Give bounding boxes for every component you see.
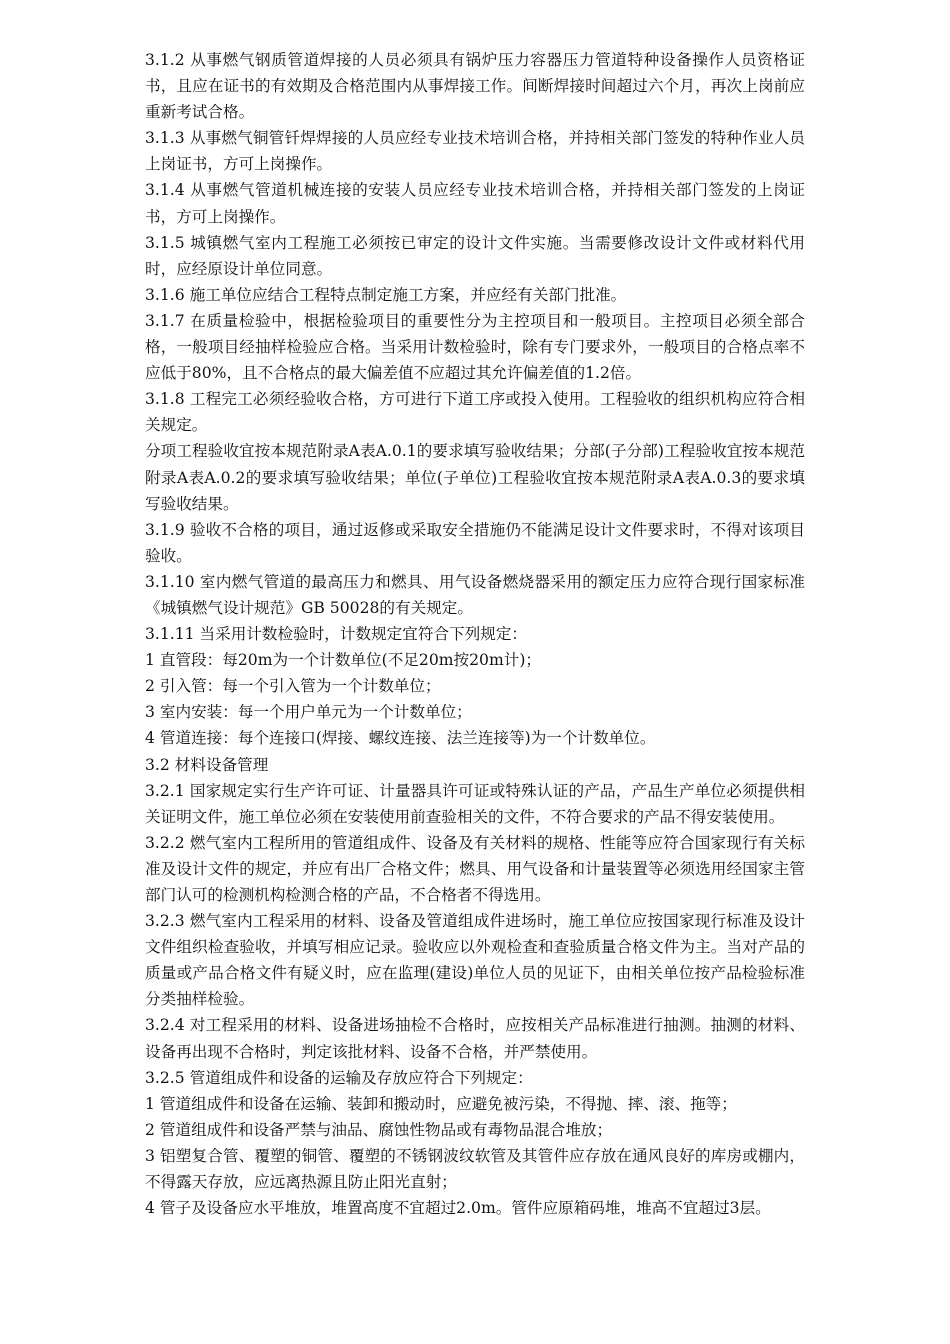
clause-3-1-3: 3.1.3 从事燃气铜管钎焊焊接的人员应经专业技术培训合格，并持相关部门签发的特种作业人员上岗证书，方可上岗操作。 xyxy=(145,129,805,174)
clause-3-1-9: 3.1.9 验收不合格的项目，通过返修或采取安全措施仍不能满足设计文件要求时，不得对该项目验收。 xyxy=(145,520,805,565)
clause-3-1-7: 3.1.7 在质量检验中，根据检验项目的重要性分为主控项目和一般项目。主控项目必须全部合格，一般项目经抽样检验应合格。当采用计数检验时，除有专门要求外，一般项目的合格点率不应低于80%，且不合格点的最大偏差值不应超过其允许偏差值的1.2倍。 xyxy=(145,311,805,383)
clause-3-1-10: 3.1.10 室内燃气管道的最高压力和燃具、用气设备燃烧器采用的额定压力应符合现行国家标准《城镇燃气设计规范》GB 50028的有关规定。 xyxy=(145,572,805,617)
clause-3-2-5: 3.2.5 管道组成件和设备的运输及存放应符合下列规定： xyxy=(145,1068,533,1087)
clause-3-2-3: 3.2.3 燃气室内工程采用的材料、设备及管道组成件进场时，施工单位应按国家现行标准及设计文件组织检查验收，并填写相应记录。验收应以外观检查和查验质量合格文件为主。当对产品的质量或产品合格文件有疑义时，应在监理(建设)单位人员的见证下，由相关单位按产品检验标准分类抽样检验。 xyxy=(145,912,805,1009)
document-page xyxy=(145,47,805,1221)
clause-3-1-8: 3.1.8 工程完工必须经验收合格，方可进行下道工序或投入使用。工程验收的组织机构应符合相关规定。 xyxy=(145,390,805,435)
clause-3-2-4: 3.2.4 对工程采用的材料、设备进场抽检不合格时，应按相关产品标准进行抽测。抽测的材料、设备再出现不合格时，判定该批材料、设备不合格，并严禁使用。 xyxy=(145,1016,805,1061)
clause-3-1-5: 3.1.5 城镇燃气室内工程施工必须按已审定的设计文件实施。当需要修改设计文件或材料代用时，应经原设计单位同意。 xyxy=(145,233,805,278)
section-heading-3-2: 3.2 材料设备管理 xyxy=(145,755,269,774)
clause-3-2-5-item-3: 3 铝塑复合管、覆塑的铜管、覆塑的不锈钢波纹软管及其管件应存放在通风良好的库房或棚内，不得露天存放，应远离热源且防止阳光直射； xyxy=(145,1146,805,1192)
clause-3-2-2: 3.2.2 燃气室内工程所用的管道组成件、设备及有关材料的规格、性能等应符合国家现行有关标准及设计文件的规定，并应有出厂合格文件；燃具、用气设备和计量装置等必须选用经国家主管部门认可的检测机构检测合格的产品，不合格者不得选用。 xyxy=(145,833,805,904)
clause-3-1-11-item-3: 3 室内安装：每一个用户单元为一个计数单位； xyxy=(145,703,472,722)
clause-3-1-11-item-1: 1 直管段：每20m为一个计数单位(不足20m按20m计)； xyxy=(145,651,542,670)
clause-3-2-1: 3.2.1 国家规定实行生产许可证、计量器具许可证或特殊认证的产品，产品生产单位必须提供相关证明文件，施工单位必须在安装使用前查验相关的文件，不符合要求的产品不得安装使用。 xyxy=(145,781,805,826)
clause-3-2-5-item-4: 4 管子及设备应水平堆放，堆置高度不宜超过2.0m。管件应原箱码堆，堆高不宜超过3层。 xyxy=(145,1199,771,1218)
clause-3-1-11-item-4: 4 管道连接：每个连接口(焊接、螺纹连接、法兰连接等)为一个计数单位。 xyxy=(145,729,656,748)
clause-3-2-5-item-1: 1 管道组成件和设备在运输、装卸和搬动时，应避免被污染，不得抛、摔、滚、拖等； xyxy=(145,1094,737,1113)
clause-3-1-11: 3.1.11 当采用计数检验时，计数规定宜符合下列规定： xyxy=(145,625,528,644)
clause-3-1-11-item-2: 2 引入管：每一个引入管为一个计数单位； xyxy=(145,677,441,696)
clause-3-1-8-note: 分项工程验收宜按本规范附录A表A.0.1的要求填写验收结果；分部(子分部)工程验收宜按本规范附录A表A.0.2的要求填写验收结果；单位(子单位)工程验收宜按本规范附录A表A.0.3的要求填写验收结果。 xyxy=(145,442,805,513)
clause-3-1-2: 3.1.2 从事燃气钢质管道焊接的人员必须具有锅炉压力容器压力管道特种设备操作人员资格证书，且应在证书的有效期及合格范围内从事焊接工作。间断焊接时间超过六个月，再次上岗前应重新考试合格。 xyxy=(145,51,805,122)
clause-3-2-5-item-2: 2 管道组成件和设备严禁与油品、腐蚀性物品或有毒物品混合堆放； xyxy=(145,1120,613,1139)
clause-3-1-6: 3.1.6 施工单位应结合工程特点制定施工方案，并应经有关部门批准。 xyxy=(145,285,627,304)
clause-3-1-4: 3.1.4 从事燃气管道机械连接的安装人员应经专业技术培训合格，并持相关部门签发的上岗证书，方可上岗操作。 xyxy=(145,181,805,226)
